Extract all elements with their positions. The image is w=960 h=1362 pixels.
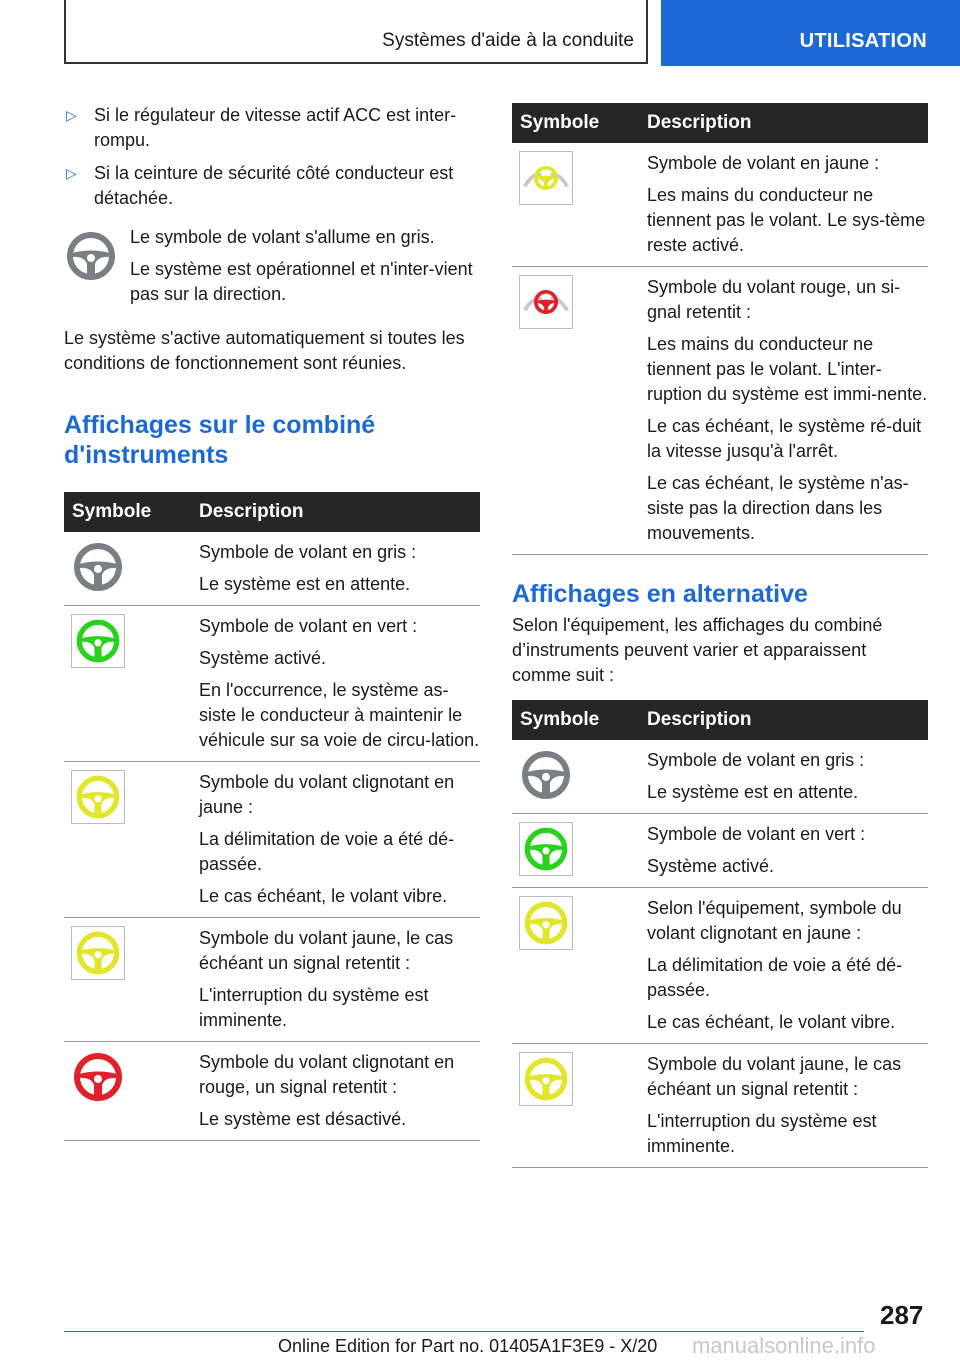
steering-wheel-gray-icon xyxy=(64,225,130,314)
col-header-description: Description xyxy=(643,700,928,740)
note-line: Le symbole de volant s'allume en gris. xyxy=(130,227,435,247)
watermark: manualsonline.info xyxy=(692,1333,876,1358)
table-row: Symbole de volant en gris : Le système est en attente. xyxy=(512,740,928,814)
steering-wheel-green-icon xyxy=(71,614,125,668)
section-heading: Affichages en alternative xyxy=(512,580,808,608)
col-header-description: Description xyxy=(643,103,928,143)
section-title: Systèmes d'aide à la conduite xyxy=(382,30,634,51)
steering-wheel-yellow-icon xyxy=(519,896,573,950)
col-header-symbol: Symbole xyxy=(64,492,195,532)
table-row: Symbole de volant en vert : Système activé. En l'occurrence, le système as-siste le conducteur à maintenir le véhicule sur sa voie de circu-lation. xyxy=(64,606,480,762)
alt-symbol-table xyxy=(512,700,928,1168)
table-row: Symbole de volant en jaune : Les mains du conducteur ne tiennent pas le volant. Le sys-tème reste activé. xyxy=(512,143,928,267)
symbol-table xyxy=(64,492,480,1141)
footer-divider xyxy=(64,1331,864,1332)
hands-off-table xyxy=(512,103,928,555)
table-row: Symbole du volant jaune, le cas échéant un signal retentit : L'interruption du système est imminente. xyxy=(64,918,480,1042)
hands-on-wheel-yellow-icon xyxy=(519,151,573,205)
steering-wheel-yellow-icon xyxy=(519,1052,573,1106)
table-row: Symbole de volant en vert : Système activé. xyxy=(512,814,928,888)
chapter-title: UTILISATION xyxy=(799,30,927,52)
edition-text: Online Edition for Part no. 01405A1F3E9 - X/20 xyxy=(278,1336,658,1356)
col-header-symbol: Symbole xyxy=(512,103,643,143)
page-number: 287 xyxy=(880,1300,924,1330)
steering-wheel-gray-icon xyxy=(71,540,125,594)
col-header-symbol: Symbole xyxy=(512,700,643,740)
bullet-item: ▷ Si le régulateur de vitesse actif ACC est inter-rompu. xyxy=(66,105,457,150)
gray-wheel-note xyxy=(64,225,480,314)
table-row: Symbole du volant clignotant en rouge, un signal retentit : Le système est désactivé. xyxy=(64,1042,480,1141)
chapter-tab xyxy=(661,0,960,66)
col-header-description: Description xyxy=(195,492,480,532)
steering-wheel-yellow-icon xyxy=(71,926,125,980)
bullet-triangle-icon: ▷ xyxy=(66,165,77,181)
bullet-item: ▷ Si la ceinture de sécurité côté conducteur est détachée. xyxy=(66,163,454,208)
steering-wheel-yellow-icon xyxy=(71,770,125,824)
section-heading: Affichages sur le combiné d'instruments xyxy=(64,411,376,469)
table-row: Symbole du volant jaune, le cas échéant un signal retentit : L'interruption du système est imminente. xyxy=(512,1044,928,1168)
table-row: Selon l'équipement, symbole du volant clignotant en jaune : La délimitation de voie a été dé-passée. Le cas échéant, le volant vibre. xyxy=(512,888,928,1044)
alt-paragraph: Selon l'équipement, les affichages du combiné d’instruments peuvent varier et apparaissent comme suit : xyxy=(512,615,883,685)
steering-wheel-red-icon xyxy=(71,1050,125,1104)
right-column xyxy=(512,103,928,1168)
hands-on-wheel-red-icon xyxy=(519,275,573,329)
left-column xyxy=(64,103,480,1141)
steering-wheel-gray-icon xyxy=(519,748,573,802)
note-line: Le système est opérationnel et n'inter-vient pas sur la direction. xyxy=(130,259,473,304)
table-row: Symbole du volant rouge, un si-gnal retentit : Les mains du conducteur ne tiennent pas le volant. L'inter-ruption du système est immi-nente. Le cas échéant, le système ré-duit la vitesse jusqu'à l'arrêt. Le cas échéant, le système n'as-siste pas la direction dans les mouvements. xyxy=(512,267,928,555)
bullet-triangle-icon: ▷ xyxy=(66,107,77,123)
header-section-box xyxy=(64,0,648,64)
table-row: Symbole de volant en gris : Le système est en attente. xyxy=(64,532,480,606)
table-row: Symbole du volant clignotant en jaune : La délimitation de voie a été dé-passée. Le cas échéant, le volant vibre. xyxy=(64,762,480,918)
activation-paragraph: Le système s'active automatiquement si toutes les conditions de fonctionnement sont réunies. xyxy=(64,328,465,373)
steering-wheel-green-icon xyxy=(519,822,573,876)
